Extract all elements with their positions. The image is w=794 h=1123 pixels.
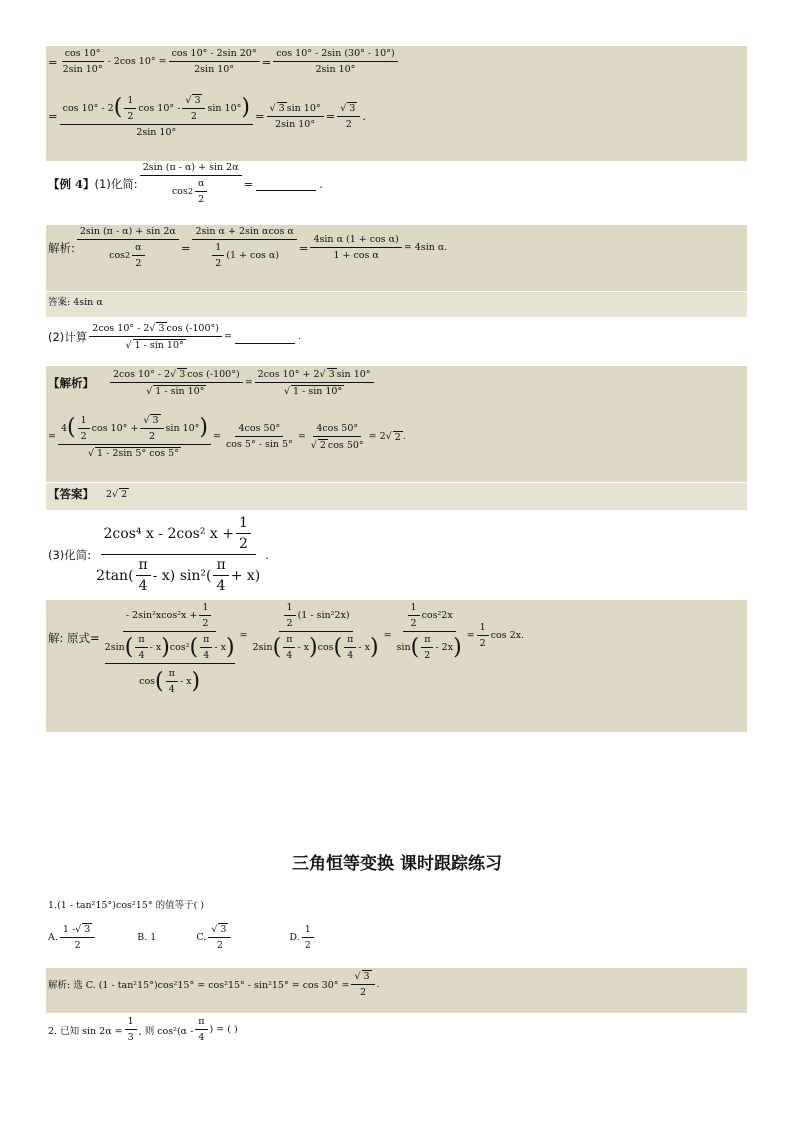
answer-blank[interactable]	[256, 176, 316, 191]
ex3-frac3: $\frac{\cos 10^\circ - 2\sin (30^\circ - 10^\circ)}{2\sin 10^\circ}$	[273, 48, 397, 75]
q1-solution: 解析: 选 C. (1 - tan²15°)cos²15° = cos²15° - sin²15° = cos 30° = $\frac{√ 3}{2}$ .	[48, 971, 380, 998]
solution-4-2-line2: = 4 ( $\frac{1}{2}$ cos 10° + $\frac{√ 3}{2}$ sin 10° ) √ 1 - 2sin 5° cos 5° = $\frac{4\cos 50^\circ}{\cos 5^\circ - \sin 5^\circ}$ = $\frac{4\cos 50^\circ}{√ 2 \cos 50^\circ}$ = 2 √ 2 .	[48, 414, 406, 459]
answer-blank[interactable]	[235, 329, 295, 344]
example4-question: 【例 4】 (1)化简: 2sin (π - α) + sin 2α cos 2 $\frac{\alpha}{2}$ = .	[48, 162, 323, 205]
answer-4-2: 【答案】 2 √ 2	[48, 487, 128, 501]
q1-option-b[interactable]: B. 1	[137, 931, 157, 943]
ex3-line1: = $\frac{\cos 10^\circ}{2\sin 10^\circ}$ - 2cos 10° = $\frac{\cos 10^\circ - 2\sin 20^\circ}{2\sin 10^\circ}$ = $\frac{\cos 10^\circ - 2\sin (30^\circ - 10^\circ)}{2\sin 10^\circ}$	[48, 48, 400, 75]
q2-stem: 2. 已知 sin 2α = $\frac{1}{3}$ , 则 cos²(α - $\frac{\pi}{4}$ ) = ( )	[48, 1016, 238, 1043]
part2-question: (2)计算 $\frac{2\cos 10^\circ - 2√ 3 \cos (-100^\circ)}{√ 1 - \sin 10^\circ}$ = .	[48, 323, 301, 351]
q1-option-a[interactable]: A. $\frac{1 -√ 3}{2}$	[48, 923, 97, 951]
part3-question: (3)化简: 2cos⁴ x - 2cos² x + $\frac{1}{2}$ 2tan( $\frac{\pi}{4}$ - x) sin²( $\frac{\pi}{4}$ + x) .	[48, 515, 269, 594]
q1-option-c[interactable]: C. $\frac{√ 3}{2}$	[196, 923, 233, 951]
q1-options	[48, 923, 316, 951]
q1-option-d[interactable]: D. $\frac{1}{2}$	[289, 924, 315, 951]
q1-stem: 1.(1 - tan²15°)cos²15° 的值等于( )	[48, 900, 205, 911]
ex3-big-frac: cos 10° - 2 ( $\frac{1}{2}$ cos 10° - $\frac{√ 3}{2}$ sin 10° ) 2sin 10°	[60, 94, 253, 138]
answer-band-4-1	[46, 292, 747, 317]
ex3-frac1: $\frac{\cos 10^\circ}{2\sin 10^\circ}$	[62, 48, 103, 75]
section-title: 三角恒等变换 课时跟踪练习	[292, 854, 502, 874]
solution-4-1: 解析: 2sin (π - α) + sin 2α cos 2 $\frac{\alpha}{2}$ = 2sin α + 2sin αcos α $\frac{1}{2}$ (1 + cos α) = $\frac{\text{4sin α (1 + cos α)}}{\text{1 + cos α}}$ = 4sin α.	[48, 226, 448, 269]
ex3-frac2: $\frac{\cos 10^\circ - 2\sin 20^\circ}{2\sin 10^\circ}$	[169, 48, 260, 75]
answer-4-1: 答案: 4sin α	[48, 297, 103, 308]
example4-label: 【例 4】	[48, 176, 95, 191]
answer-band-4-2	[46, 483, 747, 510]
ex3-line2: = cos 10° - 2 ( $\frac{1}{2}$ cos 10° - $\frac{√ 3}{2}$ sin 10° ) 2sin 10° = $\frac{√ 3 \sin 10^\circ}{2\sin 10^\circ}$ = $\frac{√ 3}{2}$ .	[48, 94, 367, 138]
solution-4-2-line1: 【解析】 $\frac{2\cos 10^\circ - 2√ 3 \cos (-100^\circ)}{√ 1 - \sin 10^\circ}$ = $\frac{2\cos 10^\circ + 2√ 3 \sin 10^\circ}{√ 1 - \sin 10^\circ}$	[48, 368, 376, 397]
solution-part3: 解: 原式= - 2sin²xcos²x + $\frac{1}{2}$ 2sin ( $\frac{\pi}{4}$ - x ) cos² ( $\frac{\pi}{4}$ - x ) cos ( $\frac{\pi}{4}$ - x ) = $\frac{1}{2}$ (1 - sin²2x) 2sin ( $\frac{\pi}{4}$ - x ) cos ( $\frac{\pi}{4}$ - x ) = $\frac{1}{2}$ cos²2x sin ( $\frac{\pi}{2}$ - 2x ) = $\frac{1}{2}$ cos 2x.	[48, 602, 525, 695]
